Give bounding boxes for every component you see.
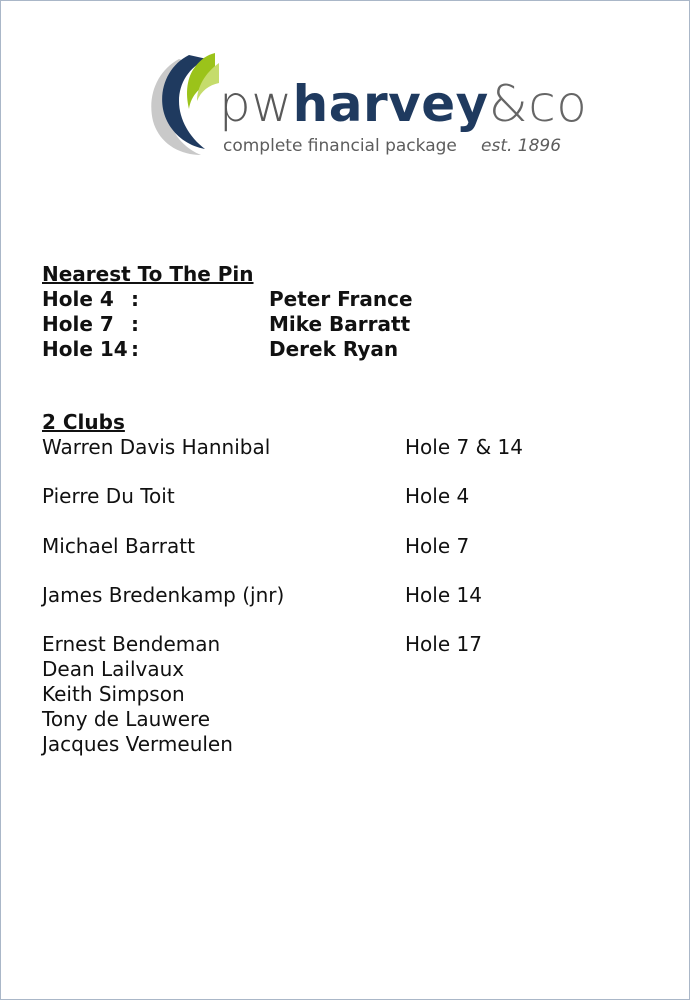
logo-brand-bold: harvey [292, 75, 489, 133]
ntp-separator: : [131, 337, 139, 361]
two-clubs-hole: Hole 7 & 14 [405, 435, 523, 459]
ntp-separator: : [131, 287, 139, 311]
two-clubs-player-name: James Bredenkamp (jnr) [42, 583, 285, 607]
logo-arc-icon [139, 51, 221, 161]
company-logo [131, 31, 588, 176]
ntp-hole-label: Hole 7 [42, 312, 114, 336]
two-clubs-player-name: Jacques Vermeulen [42, 732, 233, 756]
logo-wordmark [219, 76, 587, 132]
ntp-winner-name: Mike Barratt [269, 312, 411, 336]
logo-tagline: complete financial package [223, 136, 457, 156]
two-clubs-player-name: Michael Barratt [42, 534, 195, 558]
ntp-winner-name: Peter France [269, 287, 413, 311]
two-clubs-player-name: Ernest Bendeman [42, 632, 221, 656]
logo-established: est. 1896 [481, 136, 562, 156]
two-clubs-player-name: Warren Davis Hannibal [42, 435, 271, 459]
two-clubs-player-name: Pierre Du Toit [42, 484, 175, 508]
two-clubs-hole: Hole 4 [405, 484, 470, 508]
ntp-hole-label: Hole 4 [42, 287, 114, 311]
logo-brand-light: pw [219, 75, 293, 133]
two-clubs-heading: 2 Clubs [42, 410, 125, 434]
nearest-to-pin-heading: Nearest To The Pin [42, 262, 254, 286]
two-clubs-hole: Hole 14 [405, 583, 482, 607]
two-clubs-hole: Hole 7 [405, 534, 470, 558]
two-clubs-player-name: Keith Simpson [42, 682, 185, 706]
ntp-winner-name: Derek Ryan [269, 337, 399, 361]
ntp-separator: : [131, 312, 139, 336]
ntp-hole-label: Hole 14 [42, 337, 128, 361]
two-clubs-player-name: Tony de Lauwere [42, 707, 211, 731]
two-clubs-hole: Hole 17 [405, 632, 482, 656]
logo-brand-amp: &co [488, 75, 588, 133]
two-clubs-player-name: Dean Lailvaux [42, 657, 185, 681]
